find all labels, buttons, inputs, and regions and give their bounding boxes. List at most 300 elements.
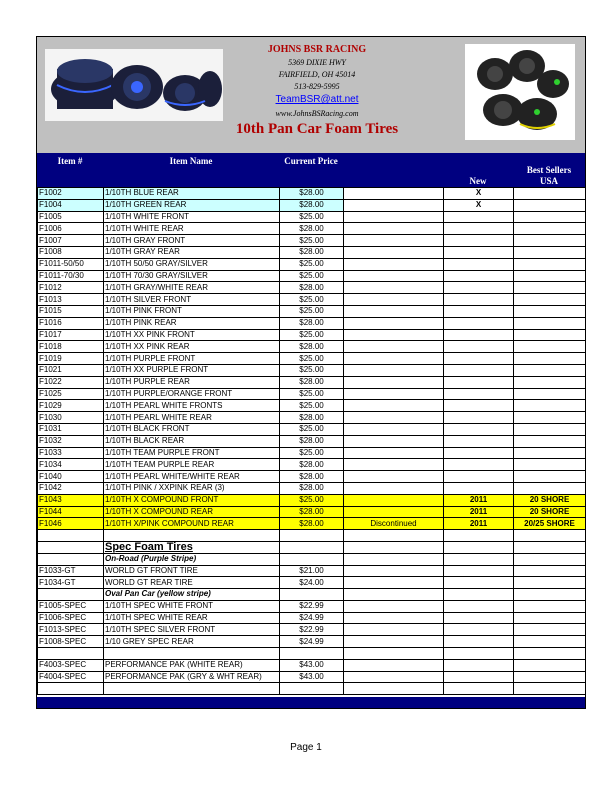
note-cell — [344, 305, 444, 317]
table-row — [38, 188, 586, 200]
new-cell — [444, 636, 514, 648]
name-cell: 1/10TH TEAM PURPLE FRONT — [104, 447, 280, 459]
price-cell — [280, 530, 344, 542]
table-row — [38, 388, 586, 400]
new-cell — [444, 612, 514, 624]
col-name-header: Item Name — [169, 156, 213, 166]
note-cell — [344, 412, 444, 424]
item-cell: F1011-50/50 — [38, 258, 104, 270]
item-cell: F1034-GT — [38, 577, 104, 589]
note-cell — [344, 589, 444, 601]
best-cell — [514, 577, 586, 589]
best-cell — [514, 471, 586, 483]
price-cell: $28.00 — [280, 506, 344, 518]
price-cell: $28.00 — [280, 518, 344, 530]
item-cell: F1046 — [38, 518, 104, 530]
best-cell — [514, 530, 586, 542]
table-row — [38, 506, 586, 518]
price-cell: $25.00 — [280, 294, 344, 306]
company-email-link[interactable]: TeamBSR@att.net — [275, 94, 359, 105]
new-cell — [444, 577, 514, 589]
new-cell — [444, 482, 514, 494]
price-cell: $28.00 — [280, 188, 344, 200]
name-cell: 1/10TH SILVER FRONT — [104, 294, 280, 306]
column-header-bar — [37, 153, 585, 187]
name-cell: 1/10 GREY SPEC REAR — [104, 636, 280, 648]
price-cell: $28.00 — [280, 471, 344, 483]
company-name: JOHNS BSR RACING — [267, 44, 367, 55]
name-cell: 1/10TH X COMPOUND REAR — [104, 506, 280, 518]
price-cell: $28.00 — [280, 435, 344, 447]
price-cell: $25.00 — [280, 305, 344, 317]
item-cell: F1013 — [38, 294, 104, 306]
new-cell — [444, 471, 514, 483]
new-cell — [444, 282, 514, 294]
item-cell: F1044 — [38, 506, 104, 518]
item-cell: F1005 — [38, 211, 104, 223]
item-cell: F1025 — [38, 388, 104, 400]
footer-bar — [37, 697, 585, 709]
col-item-header: Item # — [57, 156, 83, 166]
name-cell: 1/10TH BLACK REAR — [104, 435, 280, 447]
name-cell — [104, 648, 280, 660]
note-cell — [344, 188, 444, 200]
table-row — [38, 341, 586, 353]
item-cell: F1004 — [38, 199, 104, 211]
note-cell — [344, 683, 444, 695]
new-cell — [444, 223, 514, 235]
new-cell — [444, 400, 514, 412]
best-cell — [514, 636, 586, 648]
name-cell: 1/10TH SPEC SILVER FRONT — [104, 624, 280, 636]
new-cell: 2011 — [444, 494, 514, 506]
name-cell: 1/10TH SPEC WHITE REAR — [104, 612, 280, 624]
best-cell — [514, 659, 586, 671]
note-cell — [344, 317, 444, 329]
table-row — [38, 223, 586, 235]
item-cell: F1034 — [38, 459, 104, 471]
item-cell: F1007 — [38, 235, 104, 247]
table-row — [38, 199, 586, 211]
item-cell: F1013-SPEC — [38, 624, 104, 636]
new-cell — [444, 294, 514, 306]
table-row — [38, 683, 586, 695]
table-row — [38, 305, 586, 317]
item-cell: F1022 — [38, 376, 104, 388]
name-cell: 1/10TH 70/30 GRAY/SILVER — [104, 270, 280, 282]
best-cell — [514, 317, 586, 329]
name-cell: 1/10TH XX PINK FRONT — [104, 329, 280, 341]
item-cell — [38, 530, 104, 542]
name-cell: 1/10TH PURPLE/ORANGE FRONT — [104, 388, 280, 400]
note-cell — [344, 388, 444, 400]
best-cell — [514, 400, 586, 412]
name-cell: On-Road (Purple Stripe) — [104, 553, 280, 565]
name-cell: 1/10TH TEAM PURPLE REAR — [104, 459, 280, 471]
note-cell — [344, 211, 444, 223]
price-cell: $25.00 — [280, 329, 344, 341]
name-cell: 1/10TH SPEC WHITE FRONT — [104, 600, 280, 612]
company-address: 5369 DIXIE HWY — [288, 58, 346, 67]
note-cell — [344, 624, 444, 636]
table-row — [38, 294, 586, 306]
item-cell: F1033 — [38, 447, 104, 459]
price-cell — [280, 589, 344, 601]
new-cell — [444, 435, 514, 447]
best-cell — [514, 612, 586, 624]
item-cell: F1043 — [38, 494, 104, 506]
new-cell — [444, 235, 514, 247]
best-cell — [514, 648, 586, 660]
price-cell: $25.00 — [280, 364, 344, 376]
best-cell: 20 SHORE — [514, 494, 586, 506]
name-cell: 1/10TH X COMPOUND FRONT — [104, 494, 280, 506]
item-cell: F1005-SPEC — [38, 600, 104, 612]
item-cell — [38, 683, 104, 695]
best-cell — [514, 671, 586, 683]
note-cell — [344, 364, 444, 376]
new-cell — [444, 553, 514, 565]
name-cell: 1/10TH PEARL WHITE REAR — [104, 412, 280, 424]
best-cell: 20/25 SHORE — [514, 518, 586, 530]
item-cell: F1029 — [38, 400, 104, 412]
new-cell — [444, 600, 514, 612]
new-cell — [444, 541, 514, 553]
price-cell — [280, 553, 344, 565]
new-cell — [444, 353, 514, 365]
table-row — [38, 648, 586, 660]
name-cell: 1/10TH GREEN REAR — [104, 199, 280, 211]
name-cell: 1/10TH PINK / XXPINK REAR (3) — [104, 482, 280, 494]
name-cell — [104, 530, 280, 542]
name-cell: 1/10TH WHITE REAR — [104, 223, 280, 235]
best-cell — [514, 223, 586, 235]
item-cell: F1021 — [38, 364, 104, 376]
table-row — [38, 494, 586, 506]
name-cell: 1/10TH XX PURPLE FRONT — [104, 364, 280, 376]
name-cell: 1/10TH GRAY REAR — [104, 246, 280, 258]
new-cell: 2011 — [444, 518, 514, 530]
name-cell: 1/10TH GRAY FRONT — [104, 235, 280, 247]
price-cell: $25.00 — [280, 211, 344, 223]
note-cell — [344, 600, 444, 612]
best-cell — [514, 235, 586, 247]
company-phone: 513-829-5995 — [294, 82, 340, 91]
table-row — [38, 636, 586, 648]
best-cell — [514, 482, 586, 494]
best-cell — [514, 353, 586, 365]
new-cell — [444, 270, 514, 282]
note-cell — [344, 530, 444, 542]
name-cell: 1/10TH WHITE FRONT — [104, 211, 280, 223]
price-cell: $25.00 — [280, 353, 344, 365]
name-cell: PERFORMANCE PAK (WHITE REAR) — [104, 659, 280, 671]
table-row — [38, 364, 586, 376]
item-cell — [38, 541, 104, 553]
item-cell — [38, 553, 104, 565]
price-cell — [280, 683, 344, 695]
price-cell: $25.00 — [280, 270, 344, 282]
name-cell: 1/10TH X/PINK COMPOUND REAR — [104, 518, 280, 530]
table-row — [38, 270, 586, 282]
item-cell: F1032 — [38, 435, 104, 447]
best-cell — [514, 435, 586, 447]
header-panel — [37, 37, 585, 153]
new-cell: 2011 — [444, 506, 514, 518]
best-cell — [514, 565, 586, 577]
note-cell — [344, 294, 444, 306]
price-cell: $25.00 — [280, 494, 344, 506]
item-cell: F1031 — [38, 423, 104, 435]
note-cell — [344, 541, 444, 553]
new-cell — [444, 376, 514, 388]
name-cell: Oval Pan Car (yellow stripe) — [104, 589, 280, 601]
table-row — [38, 317, 586, 329]
price-cell: $28.00 — [280, 376, 344, 388]
col-best-header-2: USA — [539, 176, 558, 186]
item-cell: F1033-GT — [38, 565, 104, 577]
price-cell: $24.99 — [280, 612, 344, 624]
best-cell — [514, 388, 586, 400]
new-cell — [444, 341, 514, 353]
new-cell — [444, 317, 514, 329]
best-cell: 20 SHORE — [514, 506, 586, 518]
price-cell: $25.00 — [280, 423, 344, 435]
new-cell — [444, 459, 514, 471]
item-cell: F1008-SPEC — [38, 636, 104, 648]
price-cell: $28.00 — [280, 282, 344, 294]
note-cell — [344, 223, 444, 235]
note-cell — [344, 246, 444, 258]
note-cell — [344, 353, 444, 365]
note-cell — [344, 506, 444, 518]
item-cell: F1019 — [38, 353, 104, 365]
note-cell — [344, 577, 444, 589]
col-price-header: Current Price — [284, 156, 338, 166]
table-row — [38, 235, 586, 247]
table-row — [38, 624, 586, 636]
item-cell: F4004-SPEC — [38, 671, 104, 683]
sheet-title: 10th Pan Car Foam Tires — [235, 121, 399, 137]
table-row — [38, 423, 586, 435]
price-cell: $24.99 — [280, 636, 344, 648]
new-cell — [444, 683, 514, 695]
table-row — [38, 329, 586, 341]
best-cell — [514, 199, 586, 211]
table-row — [38, 482, 586, 494]
table-row — [38, 471, 586, 483]
best-cell — [514, 294, 586, 306]
best-cell — [514, 423, 586, 435]
price-cell: $28.00 — [280, 412, 344, 424]
col-new-header: New — [469, 176, 487, 186]
best-cell — [514, 211, 586, 223]
best-cell — [514, 188, 586, 200]
price-cell: $28.00 — [280, 246, 344, 258]
name-cell — [104, 683, 280, 695]
best-cell — [514, 270, 586, 282]
price-cell: $28.00 — [280, 459, 344, 471]
new-cell — [444, 447, 514, 459]
best-cell — [514, 589, 586, 601]
price-cell: $25.00 — [280, 400, 344, 412]
best-cell — [514, 553, 586, 565]
name-cell: 1/10TH XX PINK REAR — [104, 341, 280, 353]
table-row — [38, 589, 586, 601]
item-cell: F1012 — [38, 282, 104, 294]
item-cell: F1017 — [38, 329, 104, 341]
price-cell: $28.00 — [280, 482, 344, 494]
table-row — [38, 412, 586, 424]
new-cell — [444, 671, 514, 683]
price-cell: $22.99 — [280, 600, 344, 612]
note-cell — [344, 400, 444, 412]
price-cell: $25.00 — [280, 388, 344, 400]
tires-photo-right — [465, 44, 575, 140]
note-cell — [344, 482, 444, 494]
table-row — [38, 671, 586, 683]
name-cell: 1/10TH PURPLE REAR — [104, 376, 280, 388]
col-best-header-1: Best Sellers — [526, 165, 572, 175]
table-row — [38, 577, 586, 589]
price-cell: $28.00 — [280, 199, 344, 211]
table-row — [38, 518, 586, 530]
new-cell — [444, 565, 514, 577]
new-cell — [444, 589, 514, 601]
best-cell — [514, 329, 586, 341]
price-cell: $28.00 — [280, 341, 344, 353]
item-cell: F1006-SPEC — [38, 612, 104, 624]
note-cell — [344, 471, 444, 483]
table-row — [38, 565, 586, 577]
new-cell — [444, 329, 514, 341]
best-cell — [514, 364, 586, 376]
new-cell — [444, 530, 514, 542]
table-row — [38, 246, 586, 258]
new-cell — [444, 412, 514, 424]
note-cell — [344, 282, 444, 294]
new-cell — [444, 659, 514, 671]
note-cell — [344, 553, 444, 565]
note-cell — [344, 612, 444, 624]
note-cell — [344, 671, 444, 683]
table-row — [38, 600, 586, 612]
best-cell — [514, 447, 586, 459]
new-cell — [444, 211, 514, 223]
name-cell: 1/10TH 50/50 GRAY/SILVER — [104, 258, 280, 270]
table-row — [38, 612, 586, 624]
item-cell: F1011-70/30 — [38, 270, 104, 282]
item-cell — [38, 589, 104, 601]
item-cell: F1018 — [38, 341, 104, 353]
table-row — [38, 282, 586, 294]
table-row — [38, 541, 586, 553]
best-cell — [514, 341, 586, 353]
new-cell: X — [444, 188, 514, 200]
price-cell: $28.00 — [280, 223, 344, 235]
table-row — [38, 459, 586, 471]
price-cell — [280, 648, 344, 660]
item-cell — [38, 648, 104, 660]
table-row — [38, 353, 586, 365]
name-cell: 1/10TH PINK REAR — [104, 317, 280, 329]
name-cell: 1/10TH BLACK FRONT — [104, 423, 280, 435]
note-cell — [344, 341, 444, 353]
best-cell — [514, 246, 586, 258]
best-cell — [514, 624, 586, 636]
item-cell: F4003-SPEC — [38, 659, 104, 671]
table-row — [38, 447, 586, 459]
new-cell — [444, 423, 514, 435]
item-cell: F1030 — [38, 412, 104, 424]
best-cell — [514, 305, 586, 317]
note-cell — [344, 459, 444, 471]
table-row — [38, 400, 586, 412]
best-cell — [514, 412, 586, 424]
price-cell: $43.00 — [280, 659, 344, 671]
note-cell: Discontinued — [344, 518, 444, 530]
company-website: www.JohnsBSRacing.com — [275, 109, 359, 118]
note-cell — [344, 447, 444, 459]
note-cell — [344, 235, 444, 247]
price-sheet — [36, 36, 586, 709]
table-row — [38, 376, 586, 388]
new-cell — [444, 624, 514, 636]
name-cell: 1/10TH PINK FRONT — [104, 305, 280, 317]
note-cell — [344, 376, 444, 388]
note-cell — [344, 199, 444, 211]
new-cell — [444, 258, 514, 270]
note-cell — [344, 659, 444, 671]
table-row — [38, 435, 586, 447]
best-cell — [514, 541, 586, 553]
new-cell — [444, 648, 514, 660]
name-cell: 1/10TH BLUE REAR — [104, 188, 280, 200]
note-cell — [344, 494, 444, 506]
item-cell: F1015 — [38, 305, 104, 317]
best-cell — [514, 258, 586, 270]
table-row — [38, 659, 586, 671]
note-cell — [344, 636, 444, 648]
price-cell: $25.00 — [280, 258, 344, 270]
name-cell: Spec Foam Tires — [104, 541, 280, 553]
item-cell: F1006 — [38, 223, 104, 235]
table-row — [38, 530, 586, 542]
note-cell — [344, 329, 444, 341]
note-cell — [344, 565, 444, 577]
best-cell — [514, 683, 586, 695]
note-cell — [344, 435, 444, 447]
page-number: Page 1 — [290, 742, 322, 753]
table-row — [38, 258, 586, 270]
price-cell: $21.00 — [280, 565, 344, 577]
note-cell — [344, 423, 444, 435]
item-cell: F1008 — [38, 246, 104, 258]
table-row — [38, 211, 586, 223]
name-cell: 1/10TH PEARL WHITE/WHITE REAR — [104, 471, 280, 483]
price-cell: $24.00 — [280, 577, 344, 589]
best-cell — [514, 282, 586, 294]
best-cell — [514, 376, 586, 388]
name-cell: 1/10TH PURPLE FRONT — [104, 353, 280, 365]
new-cell — [444, 364, 514, 376]
note-cell — [344, 648, 444, 660]
name-cell: 1/10TH PEARL WHITE FRONTS — [104, 400, 280, 412]
note-cell — [344, 258, 444, 270]
best-cell — [514, 600, 586, 612]
item-cell: F1016 — [38, 317, 104, 329]
item-cell: F1040 — [38, 471, 104, 483]
